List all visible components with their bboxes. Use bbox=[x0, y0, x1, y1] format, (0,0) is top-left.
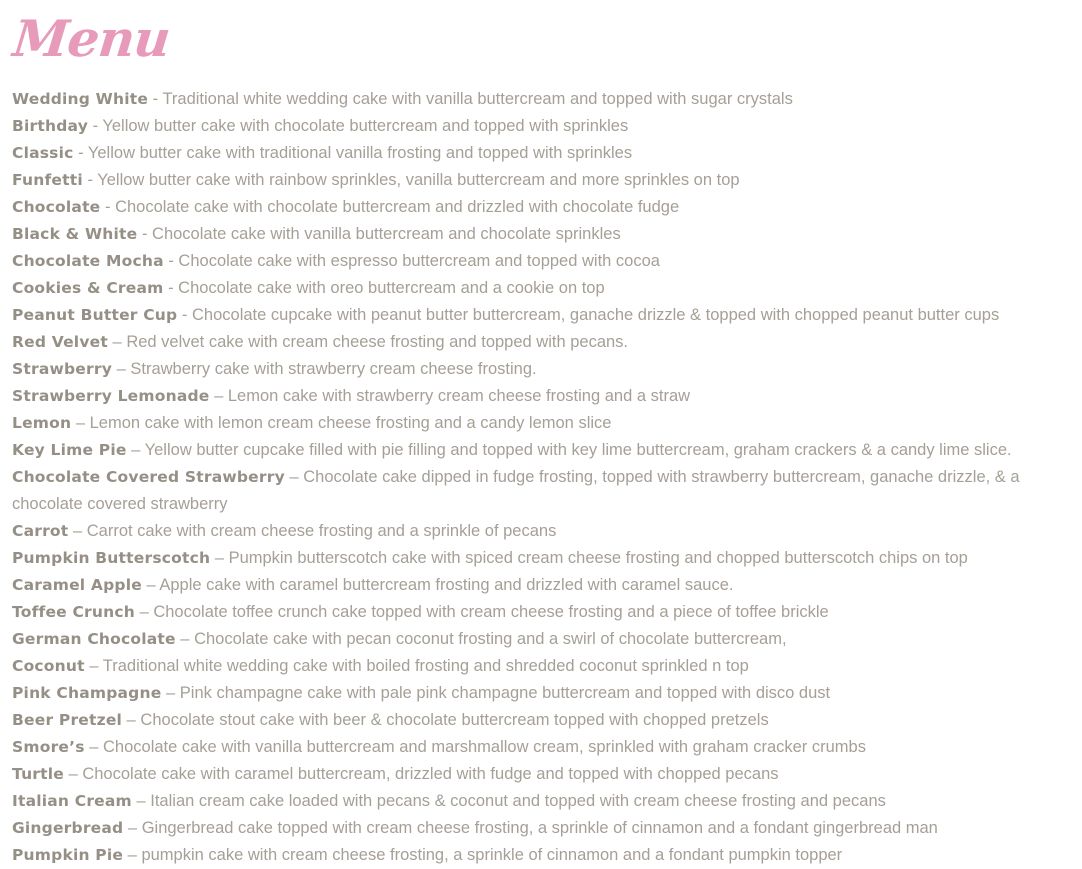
menu-item-name: Italian Cream bbox=[12, 792, 132, 810]
menu-item-description: Lemon cake with strawberry cream cheese frosting and a straw bbox=[227, 387, 691, 405]
menu-item-name: Key Lime Pie bbox=[12, 441, 127, 459]
menu-item bbox=[12, 545, 1074, 572]
menu-item-description: Chocolate cake dipped in fudge frosting, topped with strawberry buttercream, ganache drizzle, & a chocolate covered strawberry bbox=[12, 468, 1020, 513]
menu-item-description: Chocolate cake with espresso buttercream and topped with cocoa bbox=[178, 252, 660, 270]
menu-item-separator: – bbox=[209, 387, 228, 405]
menu-item-name: Lemon bbox=[12, 414, 72, 432]
menu-item-name: Cookies & Cream bbox=[12, 279, 164, 297]
menu-item-separator: – bbox=[112, 360, 131, 378]
menu-item-separator: – bbox=[210, 549, 229, 567]
menu-item-description: Yellow butter cake with rainbow sprinkles, vanilla buttercream and more sprinkles on top bbox=[97, 171, 740, 189]
menu-item bbox=[12, 329, 1074, 356]
menu-item bbox=[12, 626, 1074, 653]
menu-item-description: Traditional white wedding cake with boiled frosting and shredded coconut sprinkled n top bbox=[102, 657, 749, 675]
menu-item-name: Chocolate Mocha bbox=[12, 252, 164, 270]
menu-item-description: Chocolate cake with vanilla buttercream and marshmallow cream, sprinkled with graham cracker crumbs bbox=[103, 738, 866, 756]
menu-item-name: Beer Pretzel bbox=[12, 711, 123, 729]
menu-item-name: Wedding White bbox=[12, 90, 149, 108]
menu-item bbox=[12, 302, 1074, 329]
menu-item-description: Chocolate cake with chocolate buttercream and drizzled with chocolate fudge bbox=[115, 198, 680, 216]
menu-item-separator: - bbox=[148, 90, 163, 108]
menu-item-description: Pumpkin butterscotch cake with spiced cream cheese frosting and chopped butterscotch chips on top bbox=[228, 549, 968, 567]
menu-item bbox=[12, 140, 1074, 167]
menu-item-description: Italian cream cake loaded with pecans & coconut and topped with cream cheese frosting and pecans bbox=[150, 792, 886, 810]
menu-item-separator: – bbox=[134, 603, 154, 621]
menu-item bbox=[12, 518, 1074, 545]
menu-item-separator: – bbox=[126, 441, 145, 459]
menu-item-separator: – bbox=[175, 630, 195, 648]
menu-item-separator: – bbox=[161, 684, 180, 702]
menu-item-description: Strawberry cake with strawberry cream cheese frosting. bbox=[130, 360, 537, 378]
menu-item bbox=[12, 599, 1074, 626]
menu-item-separator: – bbox=[68, 522, 87, 540]
menu-item-name: German Chocolate bbox=[12, 630, 176, 648]
menu-item bbox=[12, 842, 1074, 869]
menu-item-description: Gingerbread cake topped with cream cheese frosting, a sprinkle of cinnamon and a fondant gingerbread man bbox=[141, 819, 938, 837]
menu-item-separator: - bbox=[163, 279, 179, 297]
menu-item-name: Coconut bbox=[12, 657, 85, 675]
menu-item-name: Pumpkin Butterscotch bbox=[12, 549, 211, 567]
menu-item bbox=[12, 275, 1074, 302]
menu-item bbox=[12, 761, 1074, 788]
menu-item-name: Peanut Butter Cup bbox=[12, 306, 178, 324]
menu-item bbox=[12, 248, 1074, 275]
menu-item-name: Strawberry bbox=[12, 360, 112, 378]
menu-item-separator: – bbox=[107, 333, 127, 351]
menu-item-name: Gingerbread bbox=[12, 819, 124, 837]
menu-item bbox=[12, 410, 1074, 437]
menu-item-description: Chocolate cake with caramel buttercream, drizzled with fudge and topped with chopped pecans bbox=[82, 765, 779, 783]
menu-item-name: Turtle bbox=[12, 765, 64, 783]
menu-item-name: Funfetti bbox=[12, 171, 83, 189]
menu-item bbox=[12, 707, 1074, 734]
menu-item-name: Strawberry Lemonade bbox=[12, 387, 210, 405]
menu-item bbox=[12, 113, 1074, 140]
menu-item-description: Yellow butter cake with chocolate buttercream and topped with sprinkles bbox=[102, 117, 629, 135]
menu-item-separator: - bbox=[137, 225, 153, 243]
menu-item bbox=[12, 437, 1074, 464]
menu-item-separator: - bbox=[73, 144, 88, 162]
menu-item bbox=[12, 464, 1074, 518]
menu-item bbox=[12, 383, 1074, 410]
menu-item-separator: – bbox=[123, 819, 142, 837]
menu-item bbox=[12, 167, 1074, 194]
menu-item-description: Chocolate cake with vanilla buttercream and chocolate sprinkles bbox=[152, 225, 621, 243]
menu-item-name: Chocolate bbox=[12, 198, 101, 216]
menu-item-separator: – bbox=[123, 846, 142, 864]
menu-item bbox=[12, 788, 1074, 815]
menu-item-description: Chocolate cake with pecan coconut frosting and a swirl of chocolate buttercream, bbox=[194, 630, 787, 648]
menu-item-separator: – bbox=[131, 792, 151, 810]
menu-item-name: Pink Champagne bbox=[12, 684, 162, 702]
menu-item-name: Pumpkin Pie bbox=[12, 846, 124, 864]
menu-item-separator: - bbox=[100, 198, 116, 216]
menu-item-description: Chocolate toffee crunch cake topped with cream cheese frosting and a piece of toffee brickle bbox=[153, 603, 829, 621]
menu-item-separator: - bbox=[177, 306, 193, 324]
menu-item-description: Red velvet cake with cream cheese frosting and topped with pecans. bbox=[126, 333, 629, 351]
menu-item bbox=[12, 734, 1074, 761]
menu-item-description: Carrot cake with cream cheese frosting and a sprinkle of pecans bbox=[86, 522, 557, 540]
menu-item-separator: – bbox=[122, 711, 141, 729]
menu-item-name: Caramel Apple bbox=[12, 576, 142, 594]
menu-item bbox=[12, 680, 1074, 707]
menu-item-description: Traditional white wedding cake with vanilla buttercream and topped with sugar crystals bbox=[162, 90, 793, 108]
menu-item bbox=[12, 572, 1074, 599]
menu-item-separator: - bbox=[163, 252, 179, 270]
menu-item-description: Chocolate cake with oreo buttercream and a cookie on top bbox=[178, 279, 605, 297]
menu-item-separator: – bbox=[71, 414, 90, 432]
menu-item-name: Classic bbox=[12, 144, 74, 162]
menu-item-separator: – bbox=[284, 468, 304, 486]
menu-item bbox=[12, 653, 1074, 680]
menu-item-name: Carrot bbox=[12, 522, 69, 540]
menu-item-description: Lemon cake with lemon cream cheese frosting and a candy lemon slice bbox=[89, 414, 612, 432]
menu-item-description: pumpkin cake with cream cheese frosting, a sprinkle of cinnamon and a fondant pumpkin topper bbox=[141, 846, 843, 864]
menu-item-separator: – bbox=[84, 738, 103, 756]
menu-item bbox=[12, 815, 1074, 842]
menu-item-description: Pink champagne cake with pale pink champagne buttercream and topped with disco dust bbox=[179, 684, 831, 702]
menu-item-separator: – bbox=[63, 765, 83, 783]
menu-list bbox=[12, 86, 1074, 869]
menu-item-separator: - bbox=[88, 117, 103, 135]
menu-item bbox=[12, 356, 1074, 383]
menu-item bbox=[12, 86, 1074, 113]
menu-item-description: Yellow butter cupcake filled with pie filling and topped with key lime buttercream, graham crackers & a candy lime slice. bbox=[144, 441, 1012, 459]
menu-item-name: Birthday bbox=[12, 117, 88, 135]
menu-item-separator: – bbox=[141, 576, 160, 594]
menu-item-description: Yellow butter cake with traditional vanilla frosting and topped with sprinkles bbox=[87, 144, 633, 162]
menu-item-separator: – bbox=[84, 657, 103, 675]
menu-item-name: Chocolate Covered Strawberry bbox=[12, 468, 285, 486]
menu-item bbox=[12, 221, 1074, 248]
menu-title: Menu bbox=[10, 9, 173, 68]
menu-item-description: Chocolate cupcake with peanut butter buttercream, ganache drizzle & topped with chopped peanut butter cups bbox=[192, 306, 1000, 324]
menu-item bbox=[12, 194, 1074, 221]
menu-item-separator: - bbox=[82, 171, 98, 189]
menu-item-description: Apple cake with caramel buttercream frosting and drizzled with caramel sauce. bbox=[159, 576, 734, 594]
menu-item-name: Smore’s bbox=[12, 738, 85, 756]
menu-item-name: Black & White bbox=[12, 225, 138, 243]
menu-item-name: Red Velvet bbox=[12, 333, 108, 351]
menu-item-name: Toffee Crunch bbox=[12, 603, 135, 621]
menu-item-description: Chocolate stout cake with beer & chocolate buttercream topped with chopped pretzels bbox=[140, 711, 769, 729]
